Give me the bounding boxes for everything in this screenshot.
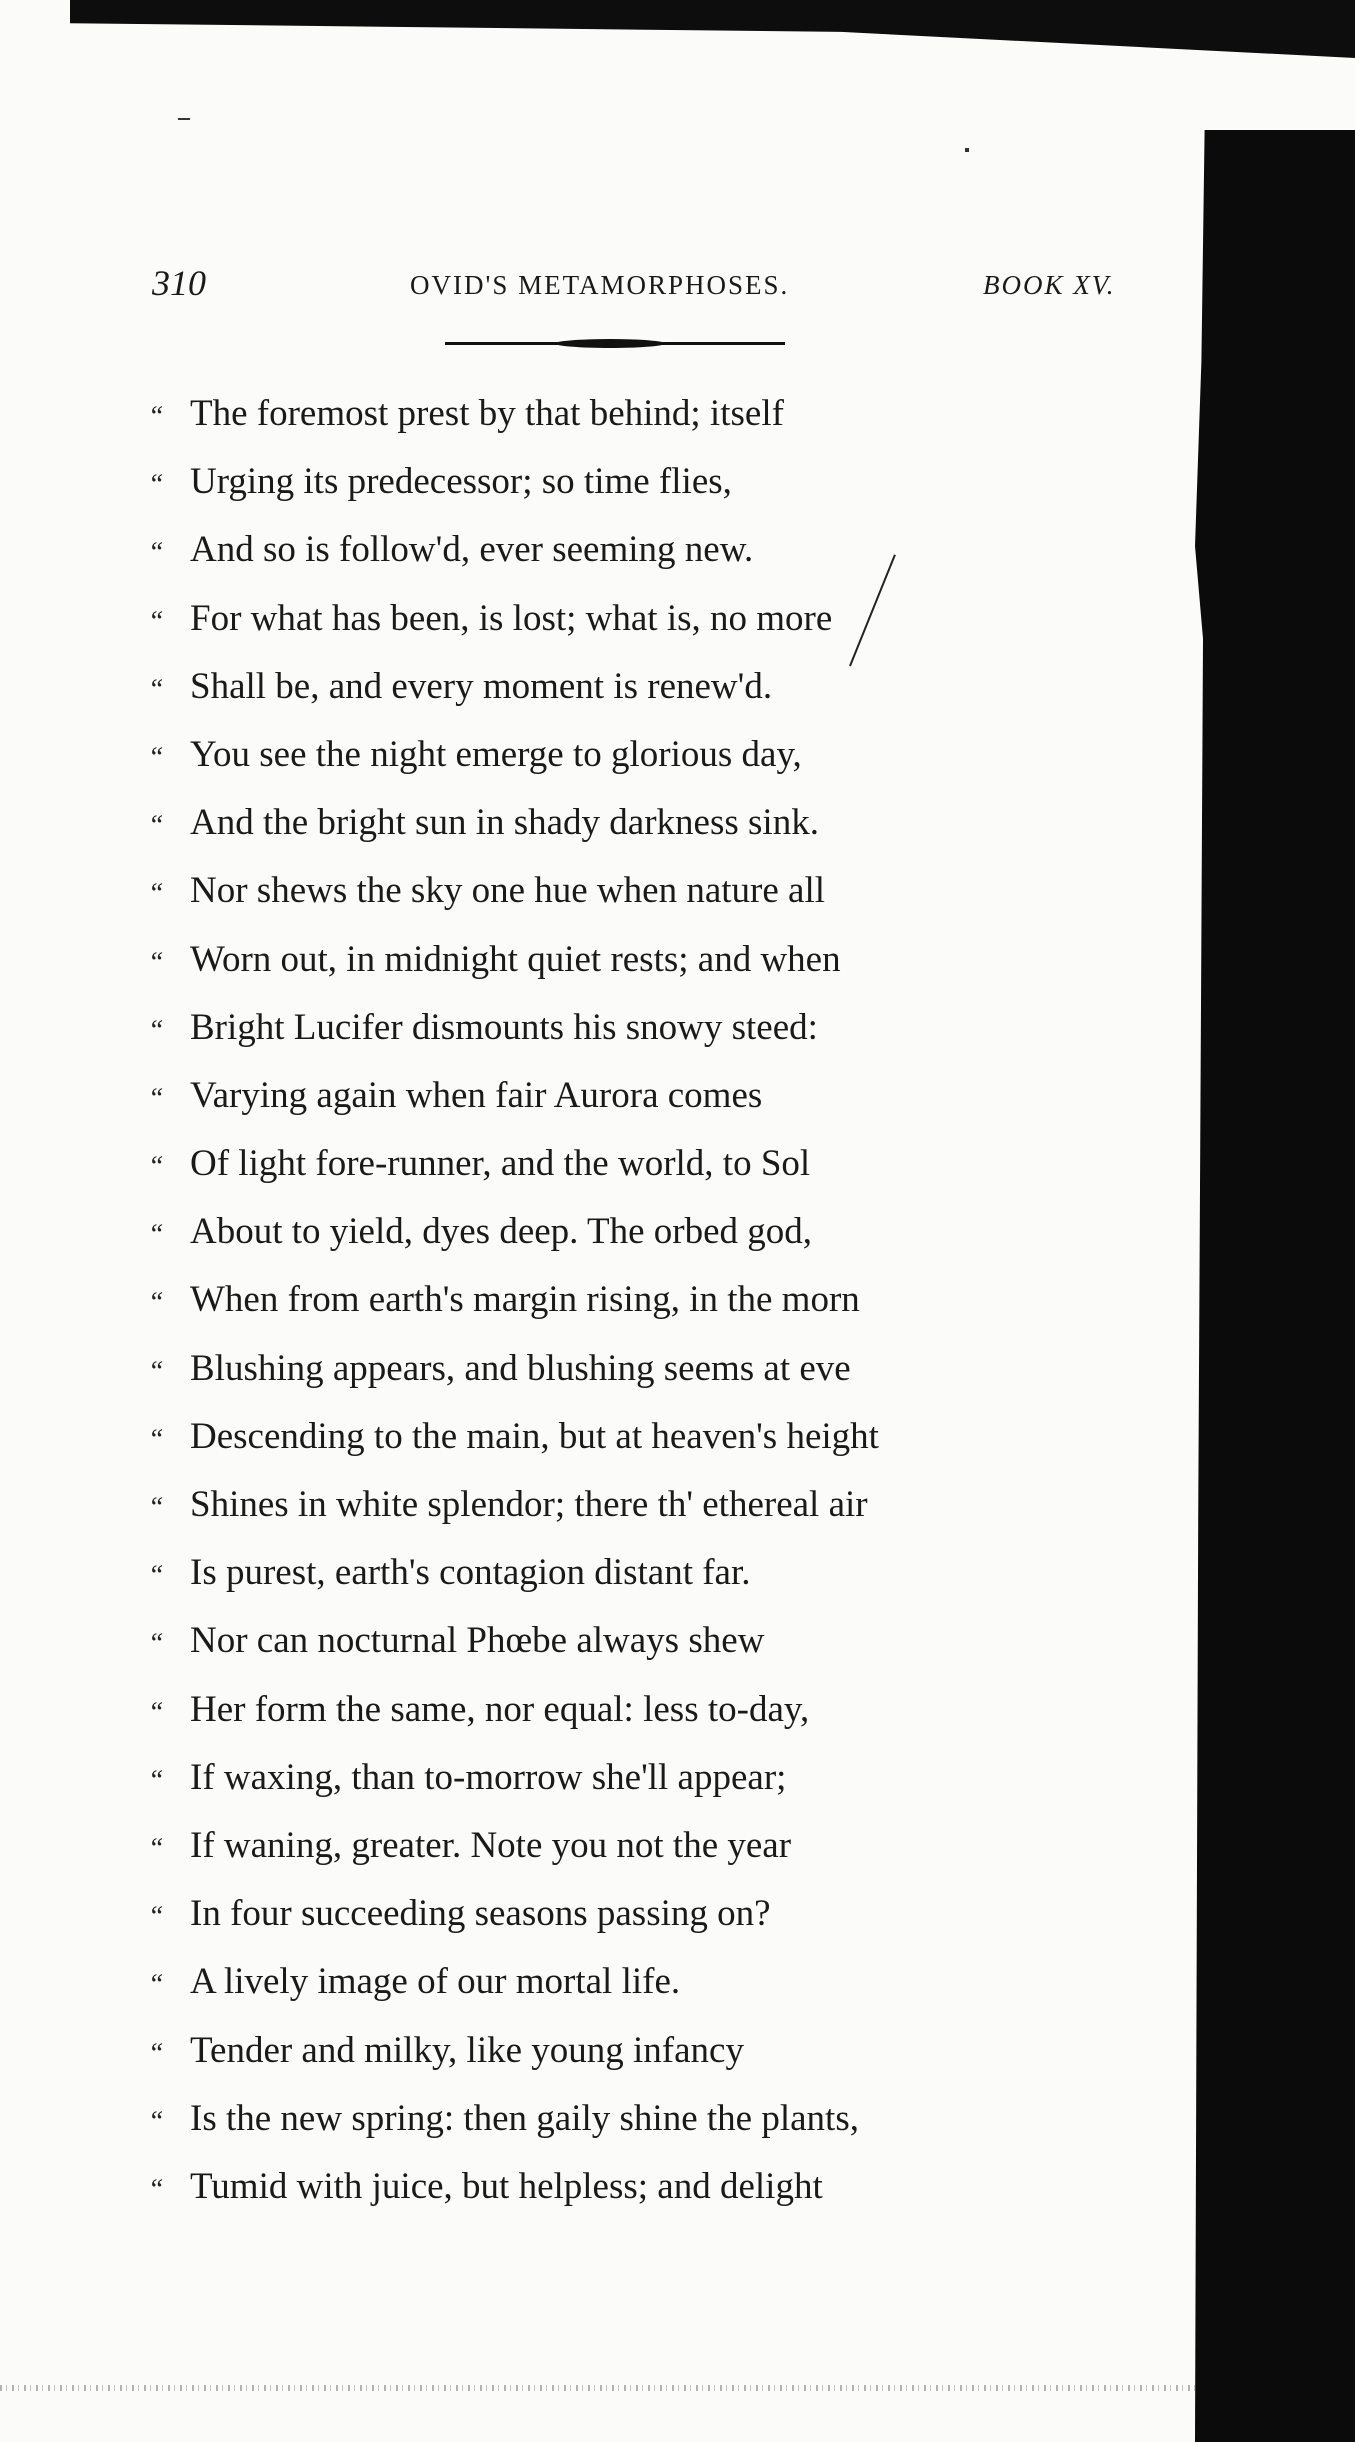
opening-quote-mark: “ [148, 2105, 164, 2137]
verse-line-text: Bright Lucifer dismounts his snowy steed: [190, 1006, 818, 1048]
verse-line [148, 448, 1148, 516]
stray-mark [965, 148, 969, 152]
opening-quote-mark: “ [148, 1764, 164, 1796]
verse-line [148, 380, 1148, 448]
verse-line [148, 1335, 1148, 1403]
verse-line-text: For what has been, is lost; what is, no more [190, 597, 833, 639]
verse-line-text: Worn out, in midnight quiet rests; and when [190, 938, 841, 980]
verse-line-text: Of light fore-runner, and the world, to Sol [190, 1143, 811, 1185]
opening-quote-mark: “ [148, 1355, 164, 1387]
verse-line-text: About to yield, dyes deep. The orbed god, [190, 1211, 813, 1253]
opening-quote-mark: “ [148, 1832, 164, 1864]
verse-line [148, 653, 1148, 721]
opening-quote-mark: “ [148, 741, 164, 773]
verse-line [148, 2085, 1148, 2153]
opening-quote-mark: “ [148, 2173, 164, 2205]
verse-line [148, 1880, 1148, 1948]
verse-line-text: If waning, greater. Note you not the year [190, 1824, 792, 1866]
opening-quote-mark: “ [148, 1696, 164, 1728]
verse-line-text: Nor shews the sky one hue when nature all [190, 870, 825, 912]
scan-noise-bottom [0, 2385, 1200, 2391]
verse-line [148, 1198, 1148, 1266]
verse-line [148, 1403, 1148, 1471]
verse-line [148, 585, 1148, 653]
verse-line-text: Is the new spring: then gaily shine the plants, [190, 2097, 859, 2139]
verse-line-text: Urging its predecessor; so time flies, [190, 461, 732, 503]
verse-line [148, 2153, 1148, 2221]
opening-quote-mark: “ [148, 878, 164, 910]
verse-line-text: A lively image of our mortal life. [190, 1961, 681, 2003]
verse-line-text: Nor can nocturnal Phœbe always shew [190, 1620, 765, 1662]
verse-line-text: And so is follow'd, ever seeming new. [190, 529, 754, 571]
verse-body [148, 380, 1148, 2221]
verse-line [148, 1539, 1148, 1607]
opening-quote-mark: “ [148, 1560, 164, 1592]
verse-line [148, 1812, 1148, 1880]
verse-line [148, 1607, 1148, 1675]
verse-line-text: Shall be, and every moment is renew'd. [190, 665, 773, 707]
opening-quote-mark: “ [148, 1082, 164, 1114]
verse-line-text: And the bright sun in shady darkness sink. [190, 802, 819, 844]
verse-line-text: In four succeeding seasons passing on? [190, 1893, 771, 1935]
verse-line-text: When from earth's margin rising, in the morn [190, 1279, 860, 1321]
book-label: BOOK XV. [983, 270, 1116, 300]
opening-quote-mark: “ [148, 1219, 164, 1251]
verse-line-text: Descending to the main, but at heaven's height [190, 1415, 879, 1457]
verse-line-text: If waxing, than to-morrow she'll appear; [190, 1756, 787, 1798]
verse-line [148, 926, 1148, 994]
verse-line [148, 1130, 1148, 1198]
opening-quote-mark: “ [148, 1423, 164, 1455]
verse-line [148, 857, 1148, 925]
verse-line-text: Is purest, earth's contagion distant far. [190, 1552, 751, 1594]
opening-quote-mark: “ [148, 1014, 164, 1046]
opening-quote-mark: “ [148, 537, 164, 569]
verse-line [148, 516, 1148, 584]
opening-quote-mark: “ [148, 1969, 164, 2001]
verse-line [148, 1948, 1148, 2016]
opening-quote-mark: “ [148, 1628, 164, 1660]
opening-quote-mark: “ [148, 2037, 164, 2069]
opening-quote-mark: “ [148, 946, 164, 978]
verse-line [148, 1266, 1148, 1334]
page-number: 310 [152, 263, 206, 303]
scan-shadow-top [70, 0, 1355, 58]
verse-line [148, 1676, 1148, 1744]
opening-quote-mark: “ [148, 605, 164, 637]
opening-quote-mark: “ [148, 810, 164, 842]
opening-quote-mark: “ [148, 1287, 164, 1319]
header-rule [445, 342, 785, 345]
verse-line [148, 1744, 1148, 1812]
verse-line-text: Tumid with juice, but helpless; and delight [190, 2165, 823, 2207]
stray-mark [178, 118, 190, 120]
verse-line-text: Blushing appears, and blushing seems at eve [190, 1347, 851, 1389]
verse-line [148, 721, 1148, 789]
opening-quote-mark: “ [148, 469, 164, 501]
scan-shadow-right [1195, 130, 1355, 2442]
verse-line-text: Tender and milky, like young infancy [190, 2029, 744, 2071]
running-title: OVID'S METAMORPHOSES. [410, 270, 790, 300]
running-header [145, 262, 1145, 310]
opening-quote-mark: “ [148, 1492, 164, 1523]
opening-quote-mark: “ [148, 673, 164, 705]
verse-line [148, 994, 1148, 1062]
verse-line-text: The foremost prest by that behind; itself [190, 393, 784, 434]
opening-quote-mark: “ [148, 401, 164, 432]
verse-line-text: Her form the same, nor equal: less to-day, [190, 1688, 810, 1730]
verse-line-text: Shines in white splendor; there th' ethereal air [190, 1484, 868, 1525]
verse-line-text: You see the night emerge to glorious day, [190, 733, 802, 775]
verse-line [148, 2017, 1148, 2085]
opening-quote-mark: “ [148, 1151, 164, 1183]
verse-line [148, 1062, 1148, 1130]
opening-quote-mark: “ [148, 1901, 164, 1933]
verse-line-text: Varying again when fair Aurora comes [190, 1074, 763, 1116]
verse-line [148, 1471, 1148, 1539]
verse-line [148, 789, 1148, 857]
